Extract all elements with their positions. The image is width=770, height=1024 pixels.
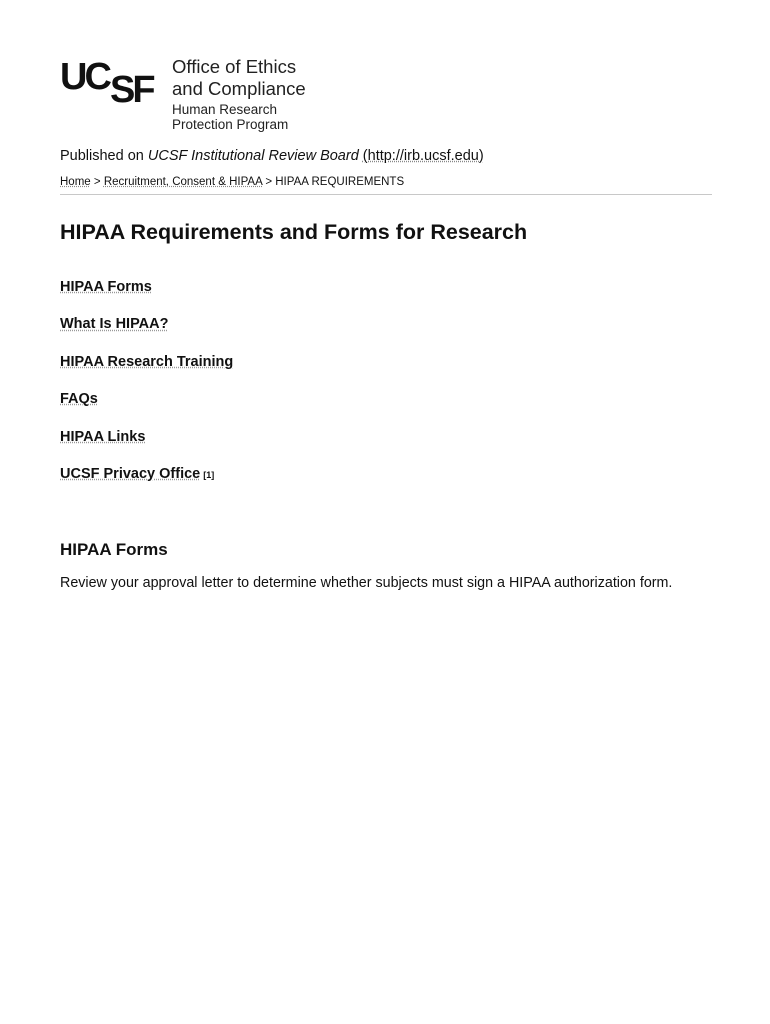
footnote-ref: [1] — [203, 469, 215, 480]
breadcrumb-separator: > — [93, 176, 101, 188]
toc-link-hipaa-links[interactable]: HIPAA Links — [60, 428, 146, 445]
published-line — [60, 148, 712, 164]
logo-sf: SF — [110, 69, 153, 111]
toc-item — [60, 353, 712, 390]
header-logo — [60, 56, 712, 144]
page-title: HIPAA Requirements and Forms for Research — [60, 220, 528, 244]
section-body-text: Review your approval letter to determine whether subjects must sign a HIPAA authorization form. — [60, 575, 673, 592]
header-divider — [60, 194, 712, 195]
program-name-line2: Protection Program — [172, 117, 289, 132]
toc-link-privacy-office[interactable]: UCSF Privacy Office — [60, 465, 201, 482]
document-page — [60, 56, 712, 592]
toc-item — [60, 390, 712, 427]
logo-uc: UC — [60, 56, 109, 98]
breadcrumb-current: HIPAA REQUIREMENTS — [275, 176, 405, 188]
office-name-line2: and Compliance — [172, 78, 306, 99]
toc-item — [60, 465, 712, 502]
ucsf-logo-mark — [60, 56, 160, 111]
toc-link-what-is-hipaa[interactable]: What Is HIPAA? — [60, 316, 169, 333]
site-name: UCSF Institutional Review Board — [147, 148, 359, 164]
toc-link-hipaa-forms[interactable]: HIPAA Forms — [60, 279, 152, 295]
section-heading: HIPAA Forms — [60, 540, 168, 560]
table-of-contents — [60, 278, 712, 502]
toc-item — [60, 278, 712, 315]
breadcrumb-recruitment-link[interactable]: Recruitment, Consent & HIPAA — [103, 176, 263, 188]
site-url-link[interactable]: (http://irb.ucsf.edu) — [362, 148, 484, 164]
breadcrumb-home-link[interactable]: Home — [60, 176, 91, 188]
office-name-block — [172, 56, 306, 132]
published-prefix: Published on — [60, 148, 144, 164]
breadcrumb-separator: > — [265, 176, 273, 188]
breadcrumb — [60, 176, 712, 188]
toc-item — [60, 315, 712, 352]
toc-link-research-training[interactable]: HIPAA Research Training — [60, 353, 234, 370]
office-name-line1: Office of Ethics — [172, 56, 297, 77]
toc-link-faqs[interactable]: FAQs — [60, 391, 98, 408]
toc-item — [60, 428, 712, 465]
program-name-line1: Human Research — [172, 102, 278, 117]
